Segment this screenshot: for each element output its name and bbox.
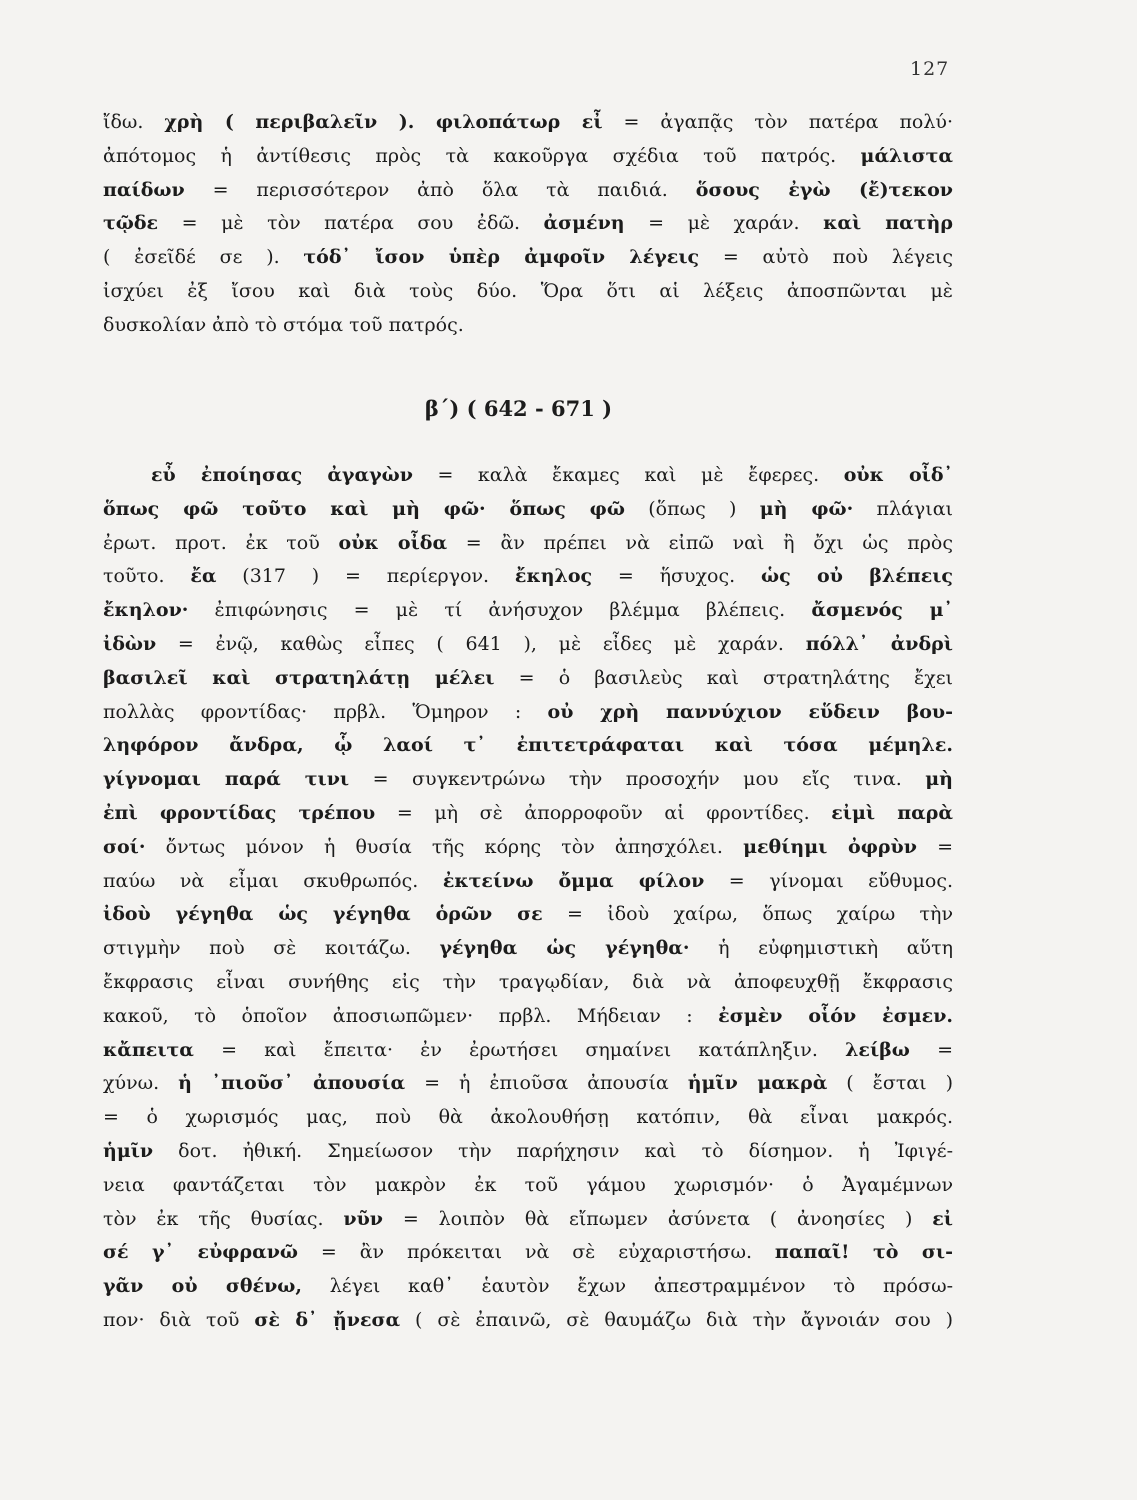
greek-lemma: ἔκηλος xyxy=(514,565,593,588)
commentary-text: λέγει καθ᾽ ἑαυτὸν ἔχων ἀπεστραμμένον τὸ πρόσω- xyxy=(302,1275,953,1298)
commentary-text: ἴδω. xyxy=(103,111,165,133)
greek-lemma: νῦν xyxy=(343,1207,383,1230)
commentary-text: = ἡ ἐπιοῦσα ἀπουσία xyxy=(405,1072,688,1095)
greek-lemma: καὶ πατὴρ xyxy=(823,212,953,235)
text-line xyxy=(103,174,953,208)
commentary-text: (ὅπως ) xyxy=(624,497,760,520)
greek-lemma: οὐ χρὴ παννύχιον εὕδειν βου- xyxy=(547,700,953,723)
greek-lemma: πόλλ᾽ ἀνδρὶ xyxy=(805,632,953,655)
commentary-text: = καὶ ἔπειτα· ἐν ἐρωτήσει σημαίνει κατάπληξιν. xyxy=(193,1038,846,1061)
commentary-text: ὄντως μόνον ἡ θυσία τῆς κόρης τὸν ἀπησχόλει. xyxy=(145,835,744,858)
greek-lemma: ὅσους ἐγὼ (ἔ)τεκον xyxy=(695,178,953,201)
commentary-text: = ἐνῷ, καθὼς εἶπες ( 641 ), μὲ εἶδες μὲ χαράν. xyxy=(156,632,806,655)
greek-lemma: ἔα xyxy=(190,565,217,588)
text-line xyxy=(103,106,953,140)
greek-lemma: παπαῖ! τὸ σι- xyxy=(774,1241,953,1264)
text-line xyxy=(103,763,953,797)
greek-lemma: ἡμῖν μακρὰ xyxy=(687,1072,828,1095)
commentary-text: ἔκφρασις εἶναι συνήθης εἰς τὴν τραγῳδίαν, διὰ νὰ ἀποφευχθῇ ἔκφρασις xyxy=(103,970,953,993)
text-line xyxy=(103,241,953,275)
greek-lemma: μὴ φῶ· xyxy=(759,497,854,520)
commentary-text: = xyxy=(916,835,953,858)
commentary-text: = γίνομαι εὔθυμος. xyxy=(704,869,953,892)
greek-lemma: εὖ ἐποίησας ἀγαγὼν xyxy=(151,464,413,486)
text-line xyxy=(103,696,953,730)
greek-lemma: οὐκ οἶδα xyxy=(338,531,448,554)
commentary-text: νεια φαντάζεται τὸν μακρὸν ἐκ τοῦ γάμου χωρισμόν· ὁ Ἀγαμέμνων xyxy=(103,1173,953,1196)
commentary-text: = ἰδοὺ χαίρω, ὅπως χαίρω τὴν xyxy=(542,903,953,926)
text-line xyxy=(103,309,953,343)
commentary-text: (317 ) = περίεργον. xyxy=(216,565,515,588)
greek-lemma: ἡ ᾽πιοῦσ᾽ ἀπουσία xyxy=(178,1072,406,1095)
greek-lemma: ἀσμένη xyxy=(543,212,625,235)
greek-lemma: γίγνομαι παρά τινι xyxy=(103,768,350,791)
text-line xyxy=(103,831,953,865)
text-line xyxy=(103,966,953,1000)
commentary-text: = xyxy=(909,1038,953,1061)
commentary-text: ( ἔσται ) xyxy=(827,1072,953,1095)
greek-lemma: λείβω xyxy=(845,1038,910,1061)
greek-lemma: σὲ δ᾽ ᾔνεσα xyxy=(254,1308,401,1331)
greek-lemma: ἰδὼν xyxy=(103,632,157,655)
commentary-text: πον· διὰ τοῦ xyxy=(103,1308,255,1331)
text-line xyxy=(103,865,953,899)
text-line xyxy=(103,932,953,966)
greek-lemma: γέγηθα ὡς γέγηθα· xyxy=(439,937,690,960)
commentary-text: = ἥσυχος. xyxy=(592,565,761,588)
greek-lemma: χρὴ ( περιβαλεῖν ). φιλοπάτωρ εἶ xyxy=(164,111,603,133)
commentary-text: = περισσότερον ἀπὸ ὅλα τὰ παιδιά. xyxy=(184,178,696,201)
commentary-text: ἐπιφώνησις = μὲ τί ἀνήσυχον βλέμμα βλέπεις. xyxy=(188,599,812,622)
greek-lemma: τόδ᾽ ἴσον ὑπὲρ ἀμφοῖν λέγεις xyxy=(303,246,700,269)
greek-lemma: τῷδε xyxy=(103,212,159,235)
text-line xyxy=(103,1236,953,1270)
greek-lemma: ἔκηλον· xyxy=(103,599,189,622)
text-line xyxy=(103,207,953,241)
commentary-text: ἰσχύει ἐξ ἴσου καὶ διὰ τοὺς δύο. Ὅρα ὅτι αἱ λέξεις ἀποσπῶνται μὲ xyxy=(103,279,953,302)
commentary-text: πολλὰς φροντίδας· πρβλ. Ὅμηρον : xyxy=(103,700,548,723)
commentary-text: στιγμὴν ποὺ σὲ κοιτάζω. xyxy=(103,937,440,960)
commentary-text: = λοιπὸν θὰ εἴπωμεν ἀσύνετα ( ἀνοησίες ) xyxy=(382,1207,933,1230)
greek-lemma: ἄσμενός μ᾽ xyxy=(811,599,953,622)
greek-lemma: ληφόρον ἄνδρα, ᾧ λαοί τ᾽ ἐπιτετράφαται καὶ τόσα μέμηλε. xyxy=(103,734,953,757)
greek-lemma: μεθίημι ὀφρὺν xyxy=(743,835,917,858)
greek-lemma: ἡμῖν xyxy=(103,1139,154,1162)
greek-lemma: οὐκ οἶδ᾽ xyxy=(843,464,953,486)
greek-lemma: ἐπὶ φροντίδας τρέπου xyxy=(103,801,376,824)
commentary-text: δυσκολίαν ἀπὸ τὸ στόμα τοῦ πατρός. xyxy=(103,313,464,336)
text-line xyxy=(103,140,953,174)
commentary-text: τὸν ἐκ τῆς θυσίας. xyxy=(103,1207,344,1230)
greek-lemma: ἐσμὲν οἷόν ἐσμεν. xyxy=(718,1004,953,1027)
greek-lemma: εἰμὶ παρὰ xyxy=(831,801,953,824)
commentary-text: ἀπότομος ἡ ἀντίθεσις πρὸς τὰ κακοῦργα σχέδια τοῦ πατρός. xyxy=(103,144,861,167)
commentary-text: = μὴ σὲ ἀπορροφοῦν αἱ φροντίδες. xyxy=(375,801,832,824)
commentary-text: παύω νὰ εἶμαι σκυθρωπός. xyxy=(103,869,443,892)
commentary-text: τοῦτο. xyxy=(103,565,191,588)
commentary-text: = ἂν πρέπει νὰ εἰπῶ ναὶ ἢ ὄχι ὡς πρὸς xyxy=(447,531,953,554)
commentary-text: = μὲ τὸν πατέρα σου ἐδῶ. xyxy=(158,212,544,235)
greek-lemma: σέ γ᾽ εὐφρανῶ xyxy=(103,1241,298,1264)
commentary-text: = ἂν πρόκειται νὰ σὲ εὐχαριστήσω. xyxy=(298,1241,775,1264)
greek-lemma: κἄπειτα xyxy=(103,1038,194,1061)
text-line xyxy=(103,527,953,561)
commentary-text: ( ἐσεῖδέ σε ). xyxy=(103,246,304,269)
text-line xyxy=(103,898,953,932)
greek-lemma: ὡς οὐ βλέπεις xyxy=(761,565,953,588)
commentary-text: = μὲ χαράν. xyxy=(624,212,824,235)
text-line xyxy=(103,1169,953,1203)
greek-lemma: σοί· xyxy=(103,835,146,858)
commentary-text: = αὐτὸ ποὺ λέγεις xyxy=(699,246,953,269)
greek-lemma: εἰ xyxy=(932,1207,953,1230)
commentary-text: = ὁ χωρισμός μας, ποὺ θὰ ἀκολουθήσῃ κατόπιν, θὰ εἶναι μακρός. xyxy=(103,1106,953,1129)
commentary-text: = ἀγαπᾷς τὸν πατέρα πολύ· xyxy=(602,111,953,133)
text-line xyxy=(103,560,953,594)
text-line xyxy=(103,628,953,662)
text-line xyxy=(103,493,953,527)
paragraph-commentary-intro xyxy=(103,106,953,343)
greek-lemma: ὅπως φῶ τοῦτο καὶ μὴ φῶ· ὅπως φῶ xyxy=(103,497,625,520)
text-line xyxy=(103,797,953,831)
text-line xyxy=(103,729,953,763)
commentary-text: = ὁ βασιλεὺς καὶ στρατηλάτης ἔχει xyxy=(494,666,953,689)
text-line xyxy=(103,662,953,696)
greek-lemma: ἐκτείνω ὄμμα φίλον xyxy=(442,869,705,892)
commentary-text: ἐρωτ. προτ. ἐκ τοῦ xyxy=(103,531,339,554)
greek-lemma: παίδων xyxy=(103,178,185,201)
paragraph-commentary-main xyxy=(103,459,953,1338)
commentary-text: = συγκεντρώνω τὴν προσοχήν μου εἴς τινα. xyxy=(349,768,926,791)
greek-lemma: βασιλεῖ καὶ στρατηλάτῃ μέλει xyxy=(103,666,495,689)
page-number: 127 xyxy=(910,58,950,80)
commentary-text: δοτ. ἠθική. Σημείωσον τὴν παρήχησιν καὶ τὸ δίσημον. ἡ Ἰφιγέ- xyxy=(153,1139,953,1162)
section-heading: β΄) ( 642 - 671 ) xyxy=(424,396,613,421)
greek-lemma: ἰδοὺ γέγηθα ὡς γέγηθα ὁρῶν σε xyxy=(103,903,543,926)
text-line xyxy=(103,459,953,493)
commentary-text: = καλὰ ἔκαμες καὶ μὲ ἔφερες. xyxy=(412,464,844,486)
greek-lemma: μάλιστα xyxy=(860,144,953,167)
text-line xyxy=(103,1000,953,1034)
text-line xyxy=(103,1270,953,1304)
text-line xyxy=(103,1067,953,1101)
text-line xyxy=(103,1203,953,1237)
text-line xyxy=(103,594,953,628)
text-line xyxy=(103,275,953,309)
commentary-text: ἡ εὐφημιστικὴ αὕτη xyxy=(689,937,953,960)
text-line xyxy=(103,1034,953,1068)
commentary-text: πλάγιαι xyxy=(853,497,953,520)
greek-lemma: γᾶν οὐ σθένω, xyxy=(103,1275,302,1298)
greek-lemma: μὴ xyxy=(925,768,953,791)
commentary-text: χύνω. xyxy=(103,1072,179,1095)
commentary-text: κακοῦ, τὸ ὁποῖον ἀποσιωπῶμεν· πρβλ. Μήδειαν : xyxy=(103,1004,719,1027)
text-line xyxy=(103,1101,953,1135)
commentary-text: ( σὲ ἐπαινῶ, σὲ θαυμάζω διὰ τὴν ἄγνοιάν σου ) xyxy=(400,1308,953,1331)
text-line xyxy=(103,1135,953,1169)
text-line xyxy=(103,1304,953,1338)
